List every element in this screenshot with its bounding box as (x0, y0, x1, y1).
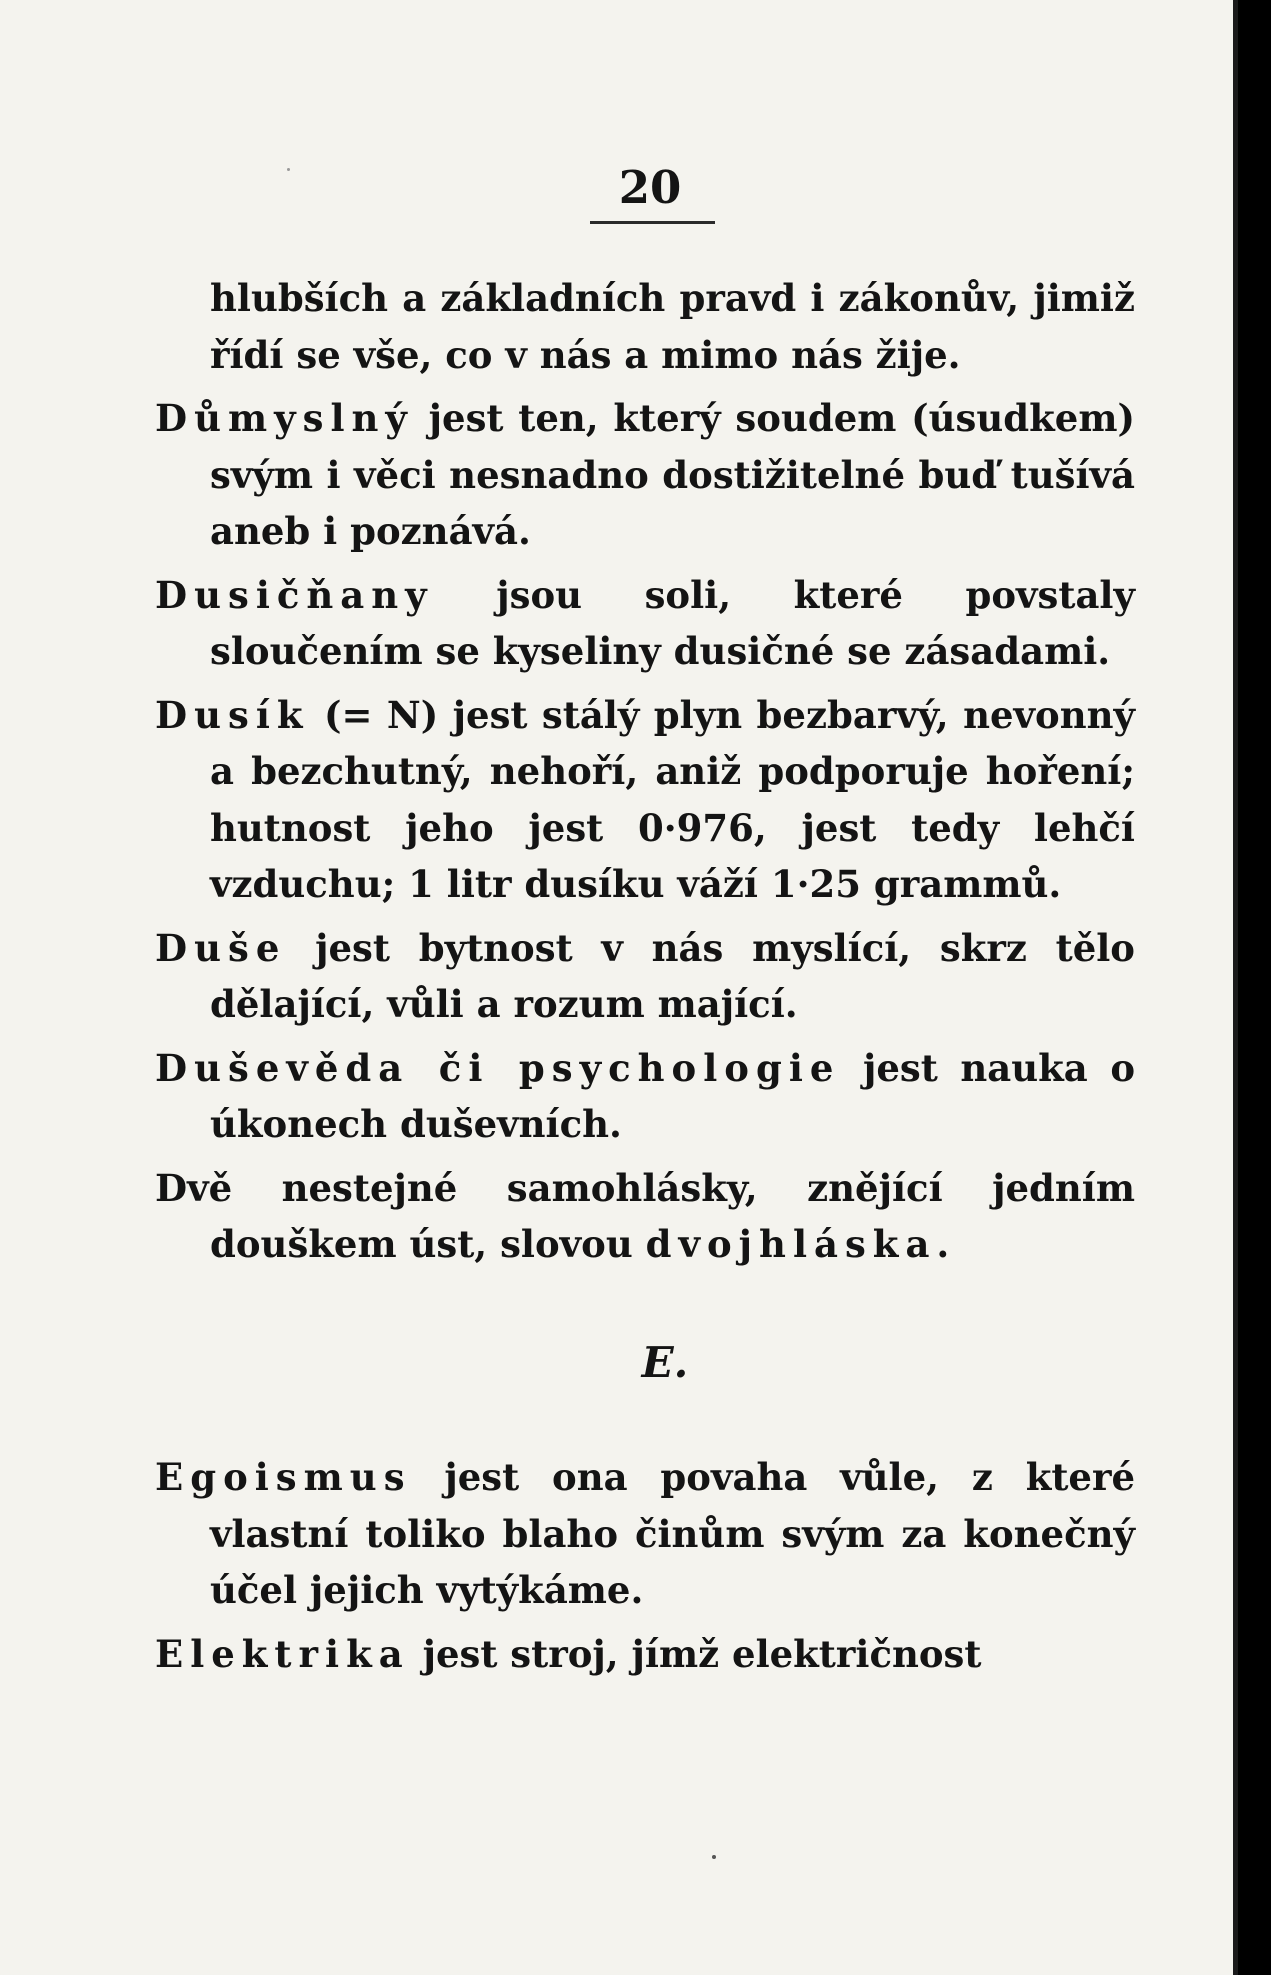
entry-egoismus (155, 1449, 1135, 1619)
page-body (155, 270, 1135, 1689)
page-number-rule (590, 221, 715, 224)
entry-term: Elektrika (155, 1631, 410, 1676)
entry-continuation (155, 270, 1135, 383)
entry-text: Dvě nestejné samohlásky, znějící jedním douškem úst, slovou (155, 1165, 1135, 1266)
entry-dusicnany (155, 567, 1135, 680)
entry-text: jest stroj, jímž električnost (409, 1631, 982, 1676)
entry-text: jest ten, který soudem (úsudkem) svým i věci nesnadno dostižitelné buď tušívá aneb i poznává. (210, 396, 1135, 553)
entry-term: dvojhláska (645, 1222, 937, 1266)
entry-text: hlubších a základních pravd i zákonův, jimiž řídí se vše, co v nás a mimo nás žije. (210, 276, 1135, 377)
page-edge-shadow (1233, 0, 1238, 1975)
entry-text: (= N) jest stálý plyn bezbarvý, nevonný a bezchutný, nehoří, aniž podporuje hoření; hutnost jeho jest 0·976, jest tedy lehčí vzduchu; 1 litr dusíku váží 1·25 grammů. (210, 692, 1135, 906)
entry-term: Dusík (155, 692, 310, 737)
entry-text: jest bytnost v nás myslící, skrz tělo dělající, vůli a rozum mající. (210, 925, 1135, 1026)
entry-tail: . (936, 1222, 950, 1266)
entry-dvojhlaska (155, 1160, 1135, 1273)
entry-elektrika (155, 1626, 1135, 1683)
entry-term: Duše (155, 925, 287, 970)
section-heading-e: E. (641, 1337, 689, 1387)
paper-speck (287, 168, 290, 171)
entry-duseveda (155, 1040, 1135, 1153)
entry-text: jest ona povaha vůle, z které vlastní toliko blaho činům svým za konečný účel jejich vytýkáme. (210, 1455, 1135, 1612)
page-number: 20 (618, 161, 682, 214)
entry-term: Duševěda či psychologie (155, 1045, 841, 1090)
entry-dumyslny (155, 390, 1135, 560)
entry-term: Dusičňany (155, 572, 434, 617)
entry-text: jsou soli, které povstaly sloučením se kyseliny dusičné se zásadami. (210, 572, 1135, 673)
entry-term: Důmyslný (155, 396, 414, 440)
paper-speck (712, 1855, 716, 1859)
entry-duse (155, 920, 1135, 1033)
entry-dusik (155, 687, 1135, 913)
entry-text: jest nauka o úkonech duševních. (210, 1045, 1135, 1146)
entry-term: Egoismus (155, 1455, 412, 1499)
